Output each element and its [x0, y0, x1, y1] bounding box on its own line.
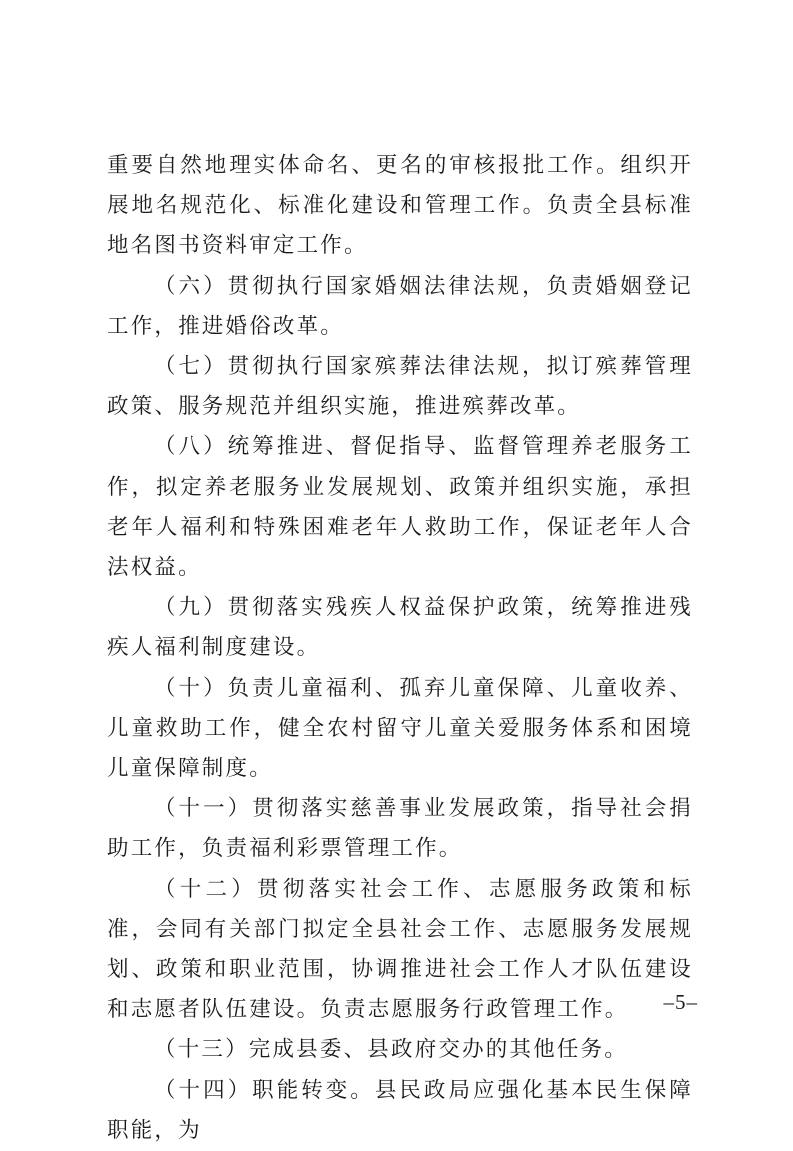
paragraph-item-7: （七）贯彻执行国家殡葬法律法规，拟订殡葬管理政策、服务规范并组织实施，推进殡葬改革。 [107, 354, 693, 420]
page-number: –5– [663, 990, 698, 1014]
paragraph-item-10: （十）负责儿童福利、孤弃儿童保障、儿童收养、儿童救助工作，健全农村留守儿童关爱服务体系和困境儿童保障制度。 [107, 675, 693, 782]
paragraph-item-6: （六）贯彻执行国家婚姻法律法规，负责婚姻登记工作，推进婚俗改革。 [107, 273, 693, 339]
paragraph-item-12: （十二）贯彻落实社会工作、志愿服务政策和标准，会同有关部门拟定全县社会工作、志愿服务发展规划、政策和职业范围，协调推进社会工作人才队伍建设和志愿者队伍建设。负责志愿服务行政管理工作。 [107, 876, 693, 1023]
paragraph-item-11: （十一）贯彻落实慈善事业发展政策，指导社会捐助工作，负责福利彩票管理工作。 [107, 796, 693, 862]
paragraph-item-14: （十四）职能转变。县民政局应强化基本民生保障职能，为 [107, 1077, 693, 1143]
paragraph-item-13: （十三）完成县委、县政府交办的其他任务。 [154, 1037, 629, 1063]
body-text [107, 146, 693, 1151]
paragraph-item-8: （八）统筹推进、督促指导、监督管理养老服务工作，拟定养老服务业发展规划、政策并组织实施，承担老年人福利和特殊困难老年人救助工作，保证老年人合法权益。 [107, 434, 693, 581]
paragraph-item-9: （九）贯彻落实残疾人权益保护政策，统筹推进残疾人福利制度建设。 [107, 595, 693, 661]
paragraph-continuation: 重要自然地理实体命名、更名的审核报批工作。组织开展地名规范化、标准化建设和管理工作。负责全县标准地名图书资料审定工作。 [107, 153, 693, 259]
